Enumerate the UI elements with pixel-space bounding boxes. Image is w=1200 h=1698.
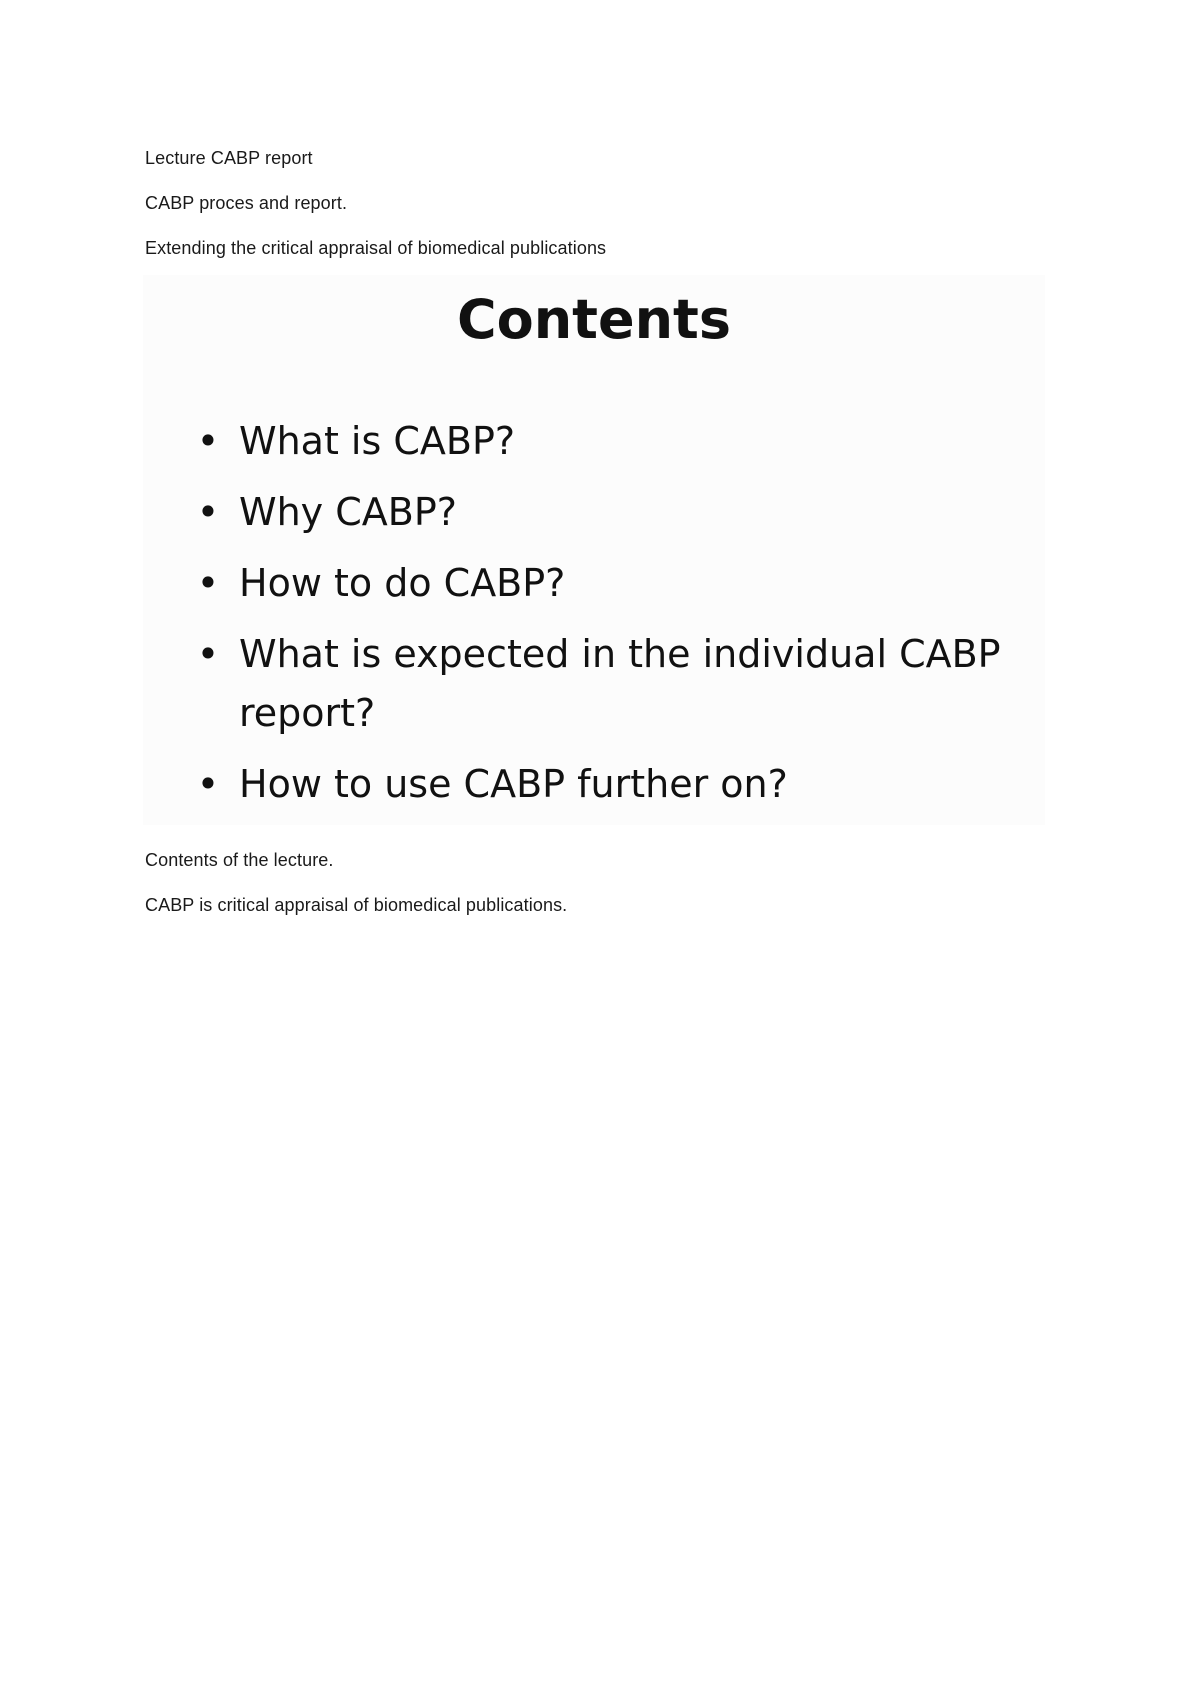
slide-bullet-text: What is CABP? (239, 419, 516, 463)
slide-bullet-text: Why CABP? (239, 490, 457, 534)
document-line-lecture-title: Lecture CABP report (145, 148, 313, 168)
bullet-dot-icon: • (196, 632, 220, 676)
bullet-dot-icon: • (196, 419, 220, 463)
document-line-contents-caption: Contents of the lecture. (145, 850, 334, 870)
bullet-dot-icon: • (196, 561, 220, 605)
slide-bullet-item (193, 554, 1033, 613)
document-line-extending: Extending the critical appraisal of biomedical publications (145, 238, 607, 258)
slide-bullet-text: How to use CABP further on? (239, 762, 788, 806)
slide-title: Contents (456, 288, 731, 351)
bullet-dot-icon: • (196, 762, 220, 806)
slide-bullet-item (193, 483, 1033, 542)
slide-bullet-text: How to do CABP? (239, 561, 566, 605)
document-line-process: CABP proces and report. (145, 193, 348, 213)
slide-bullet-item (193, 625, 1033, 743)
slide-bullet-item (193, 755, 1033, 814)
slide-bullet-text: What is expected in the individual CABP report? (239, 632, 1001, 735)
slide-bullet-list (193, 412, 1033, 825)
slide-bullet-item (193, 412, 1033, 471)
document-line-definition: CABP is critical appraisal of biomedical publications. (145, 895, 568, 915)
slide-image-contents (143, 275, 1045, 825)
bullet-dot-icon: • (196, 490, 220, 534)
